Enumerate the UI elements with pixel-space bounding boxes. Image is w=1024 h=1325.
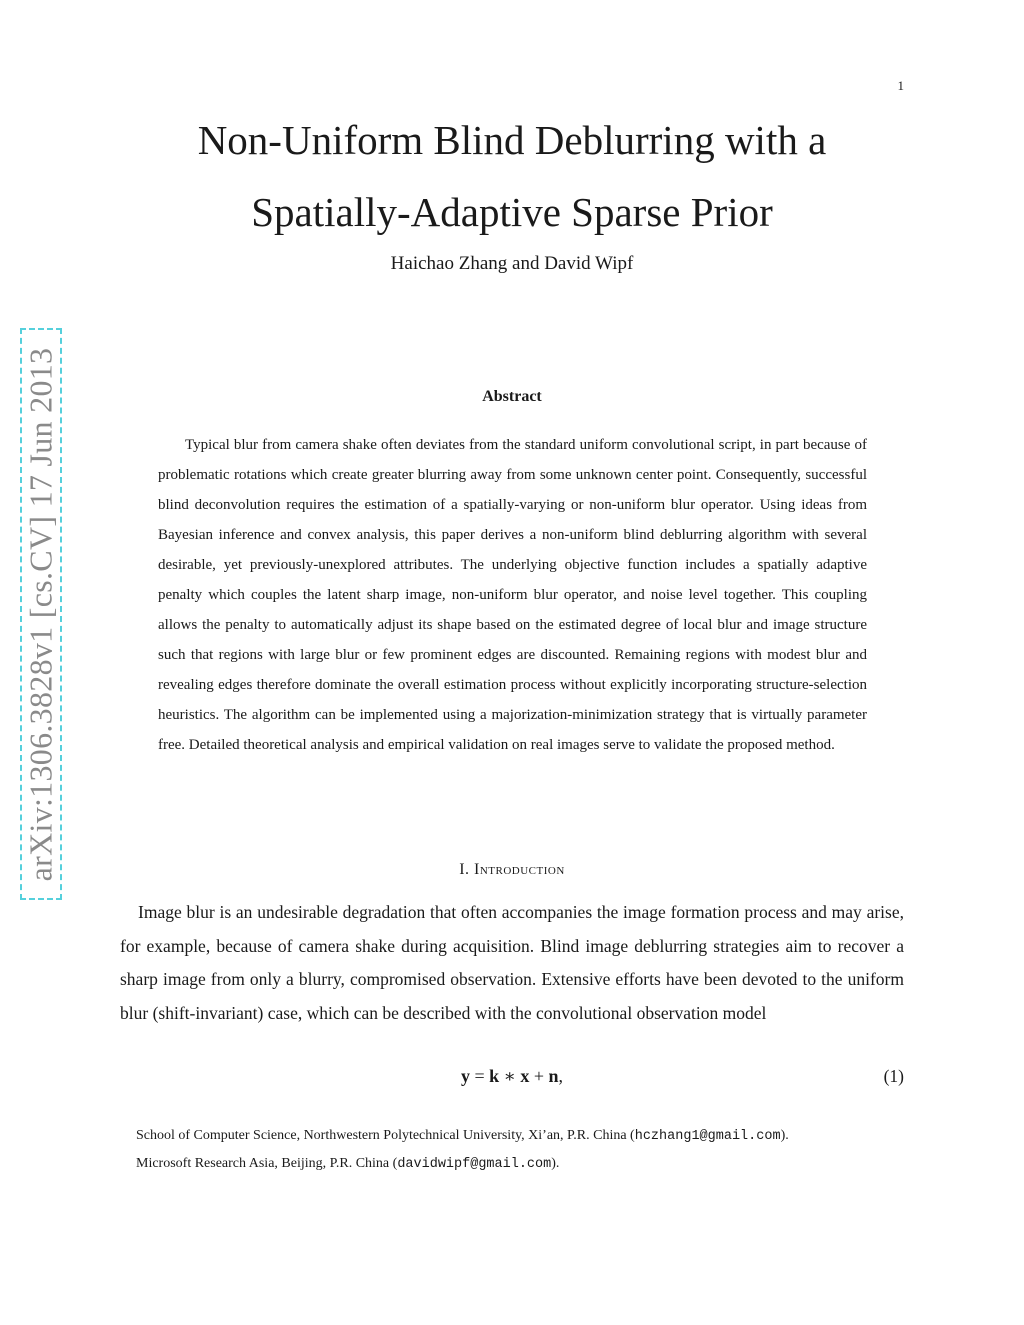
- paper-title: [0, 104, 1024, 248]
- section-heading: [0, 861, 1024, 879]
- page-number: 1: [897, 78, 904, 93]
- eq-y: y: [460, 1066, 470, 1086]
- abstract-text: Typical blur from camera shake often deviates from the standard uniform convolutional script, in part because of problematic rotations which create greater blurring away from some unknown center point. Consequently, successful blind deconvolution requires the estimation of a spatially-varying or non-uniform blur operator. Using ideas from Bayesian inference and convex analysis, this paper derives a non-uniform blind deblurring algorithm with several desirable, yet previously-unexplored attributes. The underlying objective function includes a spatially adaptive penalty which couples the latent sharp image, non-uniform blur operator, and noise level together. This coupling allows the penalty to automatically adjust its shape based on the estimated degree of local blur and image structure such that regions with large blur or few prominent edges are discounted. Remaining regions with modest blur and revealing edges therefore dominate the overall estimation process without explicitly incorporating structure-selection heuristics. The algorithm can be implemented using a majorization-minimization strategy that is virtually parameter free. Detailed theoretical analysis and empirical validation on real images serve to validate the proposed method.: [158, 437, 867, 753]
- equation-number: (1): [883, 1066, 904, 1086]
- equation: [120, 1066, 904, 1087]
- eq-equals: =: [469, 1066, 490, 1086]
- eq-comma: ,: [558, 1066, 564, 1086]
- footnote-2-text: Microsoft Research Asia, Beijing, P.R. China (: [136, 1156, 398, 1171]
- eq-n: n: [548, 1066, 559, 1086]
- intro-paragraph: Image blur is an undesirable degradation that often accompanies the image formation process and may arise, for example, because of camera shake during acquisition. Blind image deblurring strategies aim to recover a sharp image from only a blurry, compromised observation. Extensive efforts have been devoted to the uniform blur (shift-invariant) case, which can be described with the convolutional observation model: [120, 902, 904, 1023]
- authors: Haichao Zhang and David Wipf: [390, 253, 634, 274]
- footnote-1-text: School of Computer Science, Northwestern Polytechnical University, Xi’an, P.R. China (: [136, 1128, 635, 1143]
- footnote-affiliation-2: [136, 1150, 916, 1178]
- footnote-1-close: ).: [780, 1128, 789, 1143]
- title-line-2: Spatially-Adaptive Sparse Prior: [251, 189, 773, 235]
- title-line-1: Non-Uniform Blind Deblurring with a: [197, 117, 827, 163]
- footnotes: [136, 1122, 916, 1178]
- equation-row: [120, 1066, 904, 1094]
- eq-x: x: [520, 1066, 530, 1086]
- section-number: I.: [459, 861, 470, 878]
- eq-plus: +: [529, 1066, 549, 1086]
- email-link-2[interactable]: davidwipf@gmail.com: [397, 1157, 552, 1172]
- section-title: Introduction: [474, 861, 565, 878]
- footnote-2-close: ).: [551, 1156, 560, 1171]
- arxiv-stamp: [20, 328, 62, 900]
- arxiv-identifier: arXiv:1306.3828v1 [cs.CV] 17 Jun 2013: [22, 347, 59, 881]
- eq-k: k: [489, 1066, 500, 1086]
- footnote-affiliation-1: [136, 1122, 916, 1150]
- eq-conv: ∗: [499, 1066, 521, 1086]
- abstract-heading: Abstract: [482, 388, 542, 405]
- email-link-1[interactable]: hczhang1@gmail.com: [634, 1129, 781, 1144]
